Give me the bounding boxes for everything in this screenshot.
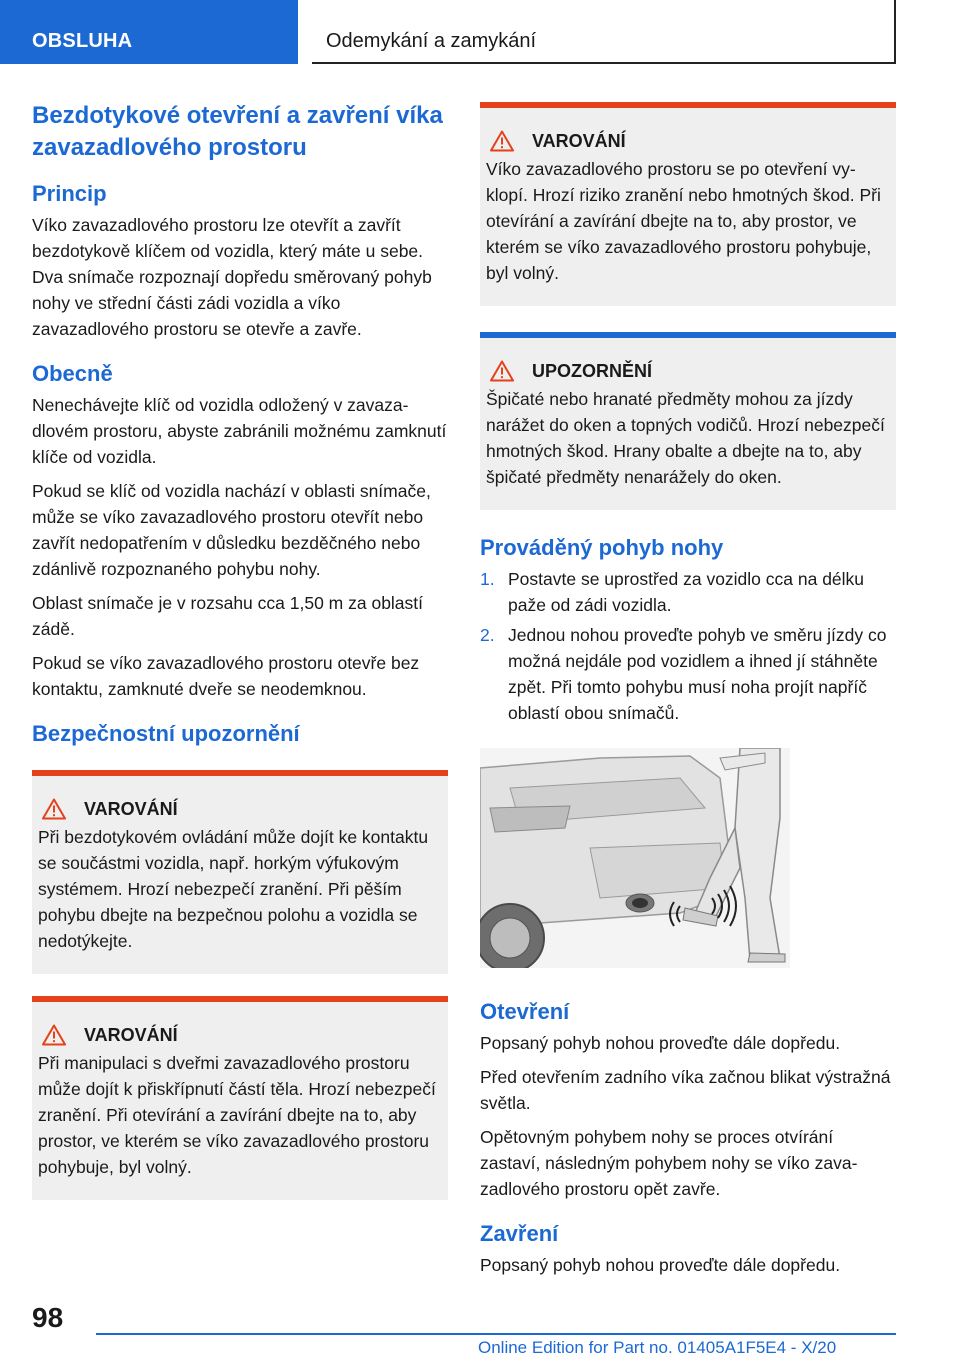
general-paragraph: Pokud se víko zavazadlového prostoru otevře bez kontaktu, zamknuté dveře se neodemknou. — [32, 653, 420, 699]
warning-text: Při bezdotykovém ovládání může dojít ke kontaktu se součástmi vozidla, např. horkým výfukovým systémem. Hrozí nebezpečí zranění. Při pěším pohybu dbejte na bezpečnou polohu a vozidla se nedotýkejte. — [38, 827, 429, 951]
page-number: 98 — [32, 1302, 64, 1333]
foot-motion-heading: Prováděný pohyb nohy — [480, 535, 724, 560]
warning-header — [486, 130, 888, 152]
notice-text: Špičaté nebo hranaté předměty mohou za jízdy narážet do oken a topných vodičů. Hrozí nebezpečí hmotných škod. Hrany obalte a dbejte na to, aby špičaté předměty nenarážely do oken. — [486, 389, 885, 487]
safety-section — [32, 720, 448, 1200]
opening-paragraph: Před otevřením zadního víka začnou blikat výstražná světla. — [480, 1067, 891, 1113]
warning-header — [38, 798, 440, 820]
principle-section — [32, 180, 448, 342]
page-heading: Bezdotykové otevření a zavření víka zavazadlového prostoru — [32, 102, 443, 161]
footer-edition-link[interactable]: Online Edition for Part no. 01405A1F5E4 - X/20 — [478, 1338, 837, 1357]
principle-text: Víko zavazadlového prostoru lze otevřít a zavřít bezdotykově klíčem od vozidla, který máte u sebe. Dva snímače rozpoznají dopředu směrovaný pohyb nohy ve střední části zádi vozidla a víko zavazadlového prostoru se otevře a zavře. — [32, 215, 432, 339]
notice-header — [486, 360, 888, 382]
list-item — [480, 622, 896, 726]
warning-box — [480, 102, 896, 306]
warning-title: VAROVÁNÍ — [84, 798, 178, 819]
opening-section — [480, 998, 896, 1202]
general-heading: Obecně — [32, 361, 113, 386]
step-text: Jednou nohou proveďte pohyb ve směru jízdy co možná nejdále pod vozidlem a ihned jí stáhněte zpět. Při tomto pohybu musí noha projít napříč oblastí obou snímačů. — [508, 625, 887, 723]
safety-heading: Bezpečnostní upozornění — [32, 721, 300, 746]
right-column — [480, 102, 896, 1296]
opening-heading: Otevření — [480, 999, 570, 1024]
opening-paragraph: Popsaný pohyb nohou proveďte dále dopředu. — [480, 1033, 841, 1053]
general-section — [32, 360, 448, 702]
warning-text: Víko zavazadlového prostoru se po otevření vyklopí. Hrozí riziko zranění nebo hmotných škod. Při otevírání a zavírání dbejte na to, aby prostor, ve kterém se víko zavazadlového prostoru pohybuje, byl volný. — [486, 159, 881, 283]
foot-motion-section — [480, 534, 896, 726]
warning-text: Při manipulaci s dveřmi zavazadlového prostoru může dojít k přiskřípnutí částí těla. Hrozí nebezpečí zranění. Při otevírání a zavírání dbejte na to, aby prostor, ve kterém se víko zavazadlového prostoru pohybuje, byl volný. — [38, 1053, 436, 1177]
general-paragraph: Pokud se klíč od vozidla nachází v oblasti snímače, může se víko zavazadlového prostoru otevřít nebo zavřít nedopatřením v důsledku bezděčného nebo zdánlivě rozpoznaného pohybu nohy. — [32, 481, 431, 579]
warning-title: VAROVÁNÍ — [532, 130, 626, 151]
step-number: 2. — [480, 625, 495, 645]
notice-title: UPOZORNĚNÍ — [532, 360, 653, 381]
warning-header — [38, 1024, 440, 1046]
footer-divider — [96, 1333, 896, 1335]
warning-triangle-icon — [42, 798, 66, 820]
section-tab: OBSLUHA — [0, 0, 298, 64]
warning-box — [32, 770, 448, 974]
warning-triangle-icon — [490, 130, 514, 152]
notice-box — [480, 332, 896, 510]
list-item — [480, 566, 896, 618]
step-number: 1. — [480, 569, 495, 589]
warning-triangle-icon — [490, 360, 514, 382]
foot-gesture-illustration — [480, 748, 790, 968]
warning-box — [32, 996, 448, 1200]
car-rear-foot-image — [480, 748, 790, 968]
opening-paragraph: Opětovným pohybem nohy se proces otvírání zastaví, následným pohybem nohy se víko zavazadlového prostoru opět zavře. — [480, 1127, 858, 1199]
general-paragraph: Nenechávejte klíč od vozidla odložený v zavazadlovém prostoru, abyste zabránili možnému zamknutí klíče od vozidla. — [32, 395, 447, 467]
principle-heading: Princip — [32, 181, 107, 206]
step-text: Postavte se uprostřed za vozidlo cca na délku paže od zádi vozidla. — [508, 569, 865, 615]
warning-triangle-icon — [42, 1024, 66, 1046]
steps-list — [480, 566, 896, 726]
warning-title: VAROVÁNÍ — [84, 1024, 178, 1045]
closing-section — [480, 1220, 896, 1278]
left-column — [32, 100, 448, 1218]
chapter-title: Odemykání a zamykání — [312, 0, 896, 64]
closing-heading: Zavření — [480, 1221, 559, 1246]
closing-text: Popsaný pohyb nohou proveďte dále dopředu. — [480, 1255, 841, 1275]
general-paragraph: Oblast snímače je v rozsahu cca 1,50 m za oblastí zádě. — [32, 593, 424, 639]
